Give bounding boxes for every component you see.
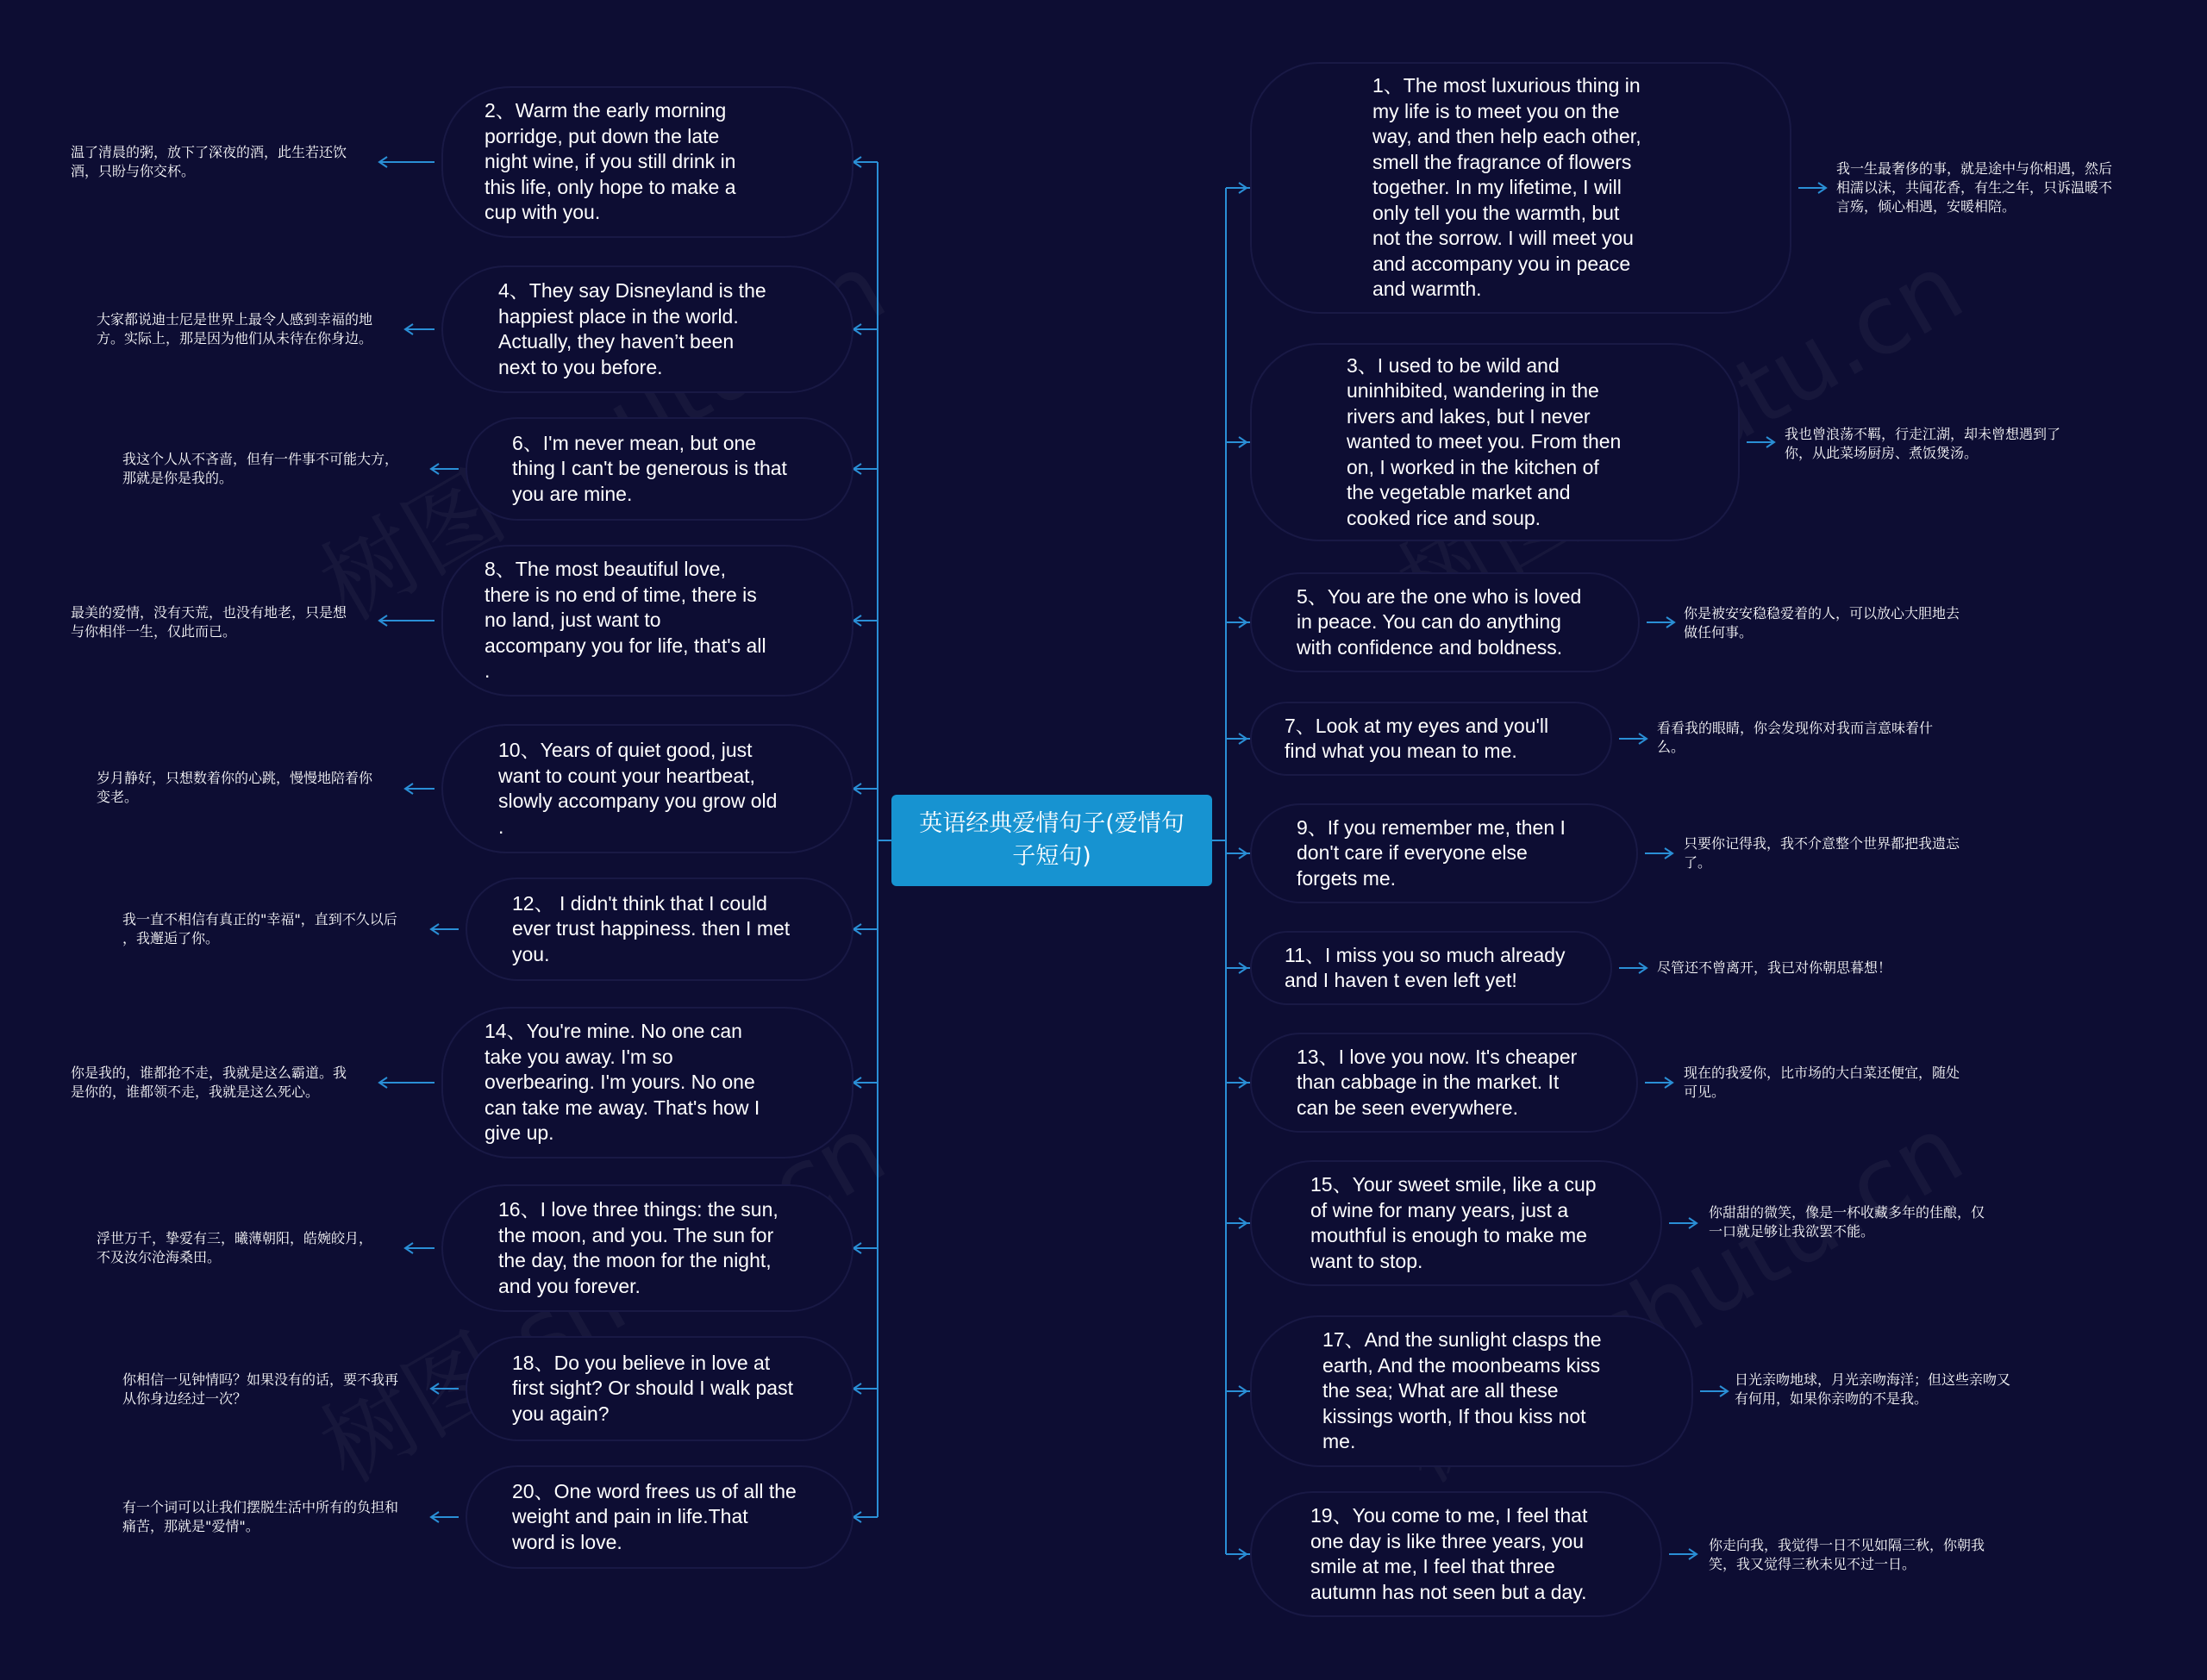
branch-node-left[interactable] — [441, 86, 853, 238]
branch-text: 20、One word frees us of all the weight and pain in life.That word is love. — [512, 1479, 797, 1553]
leaf-translation-right: 日光亲吻地球，月光亲吻海洋；但这些亲吻又 有何用，如果你亲吻的不是我。 — [1735, 1371, 2011, 1407]
leaf-translation-left: 有一个词可以让我们摆脱生活中所有的负担和 痛苦，那就是"爱情"。 — [122, 1499, 399, 1534]
branch-text: 10、Years of quiet good, just want to count your heartbeat, slowly accompany you grow old . — [498, 739, 778, 838]
branch-node-left[interactable] — [441, 545, 853, 696]
branch-text: 4、They say Disneyland is the happiest place in the world. Actually, they haven’t been next to you before. — [498, 279, 766, 378]
branch-node-right[interactable] — [1250, 1160, 1662, 1286]
leaf-translation-right: 你是被安安稳稳爱着的人，可以放心大胆地去 做任何事。 — [1684, 605, 1960, 640]
leaf-translation-left: 最美的爱情，没有天荒，也没有地老，只是想 与你相伴一生，仅此而已。 — [71, 604, 347, 640]
branch-text: 16、I love three things: the sun, the moon, and you. The sun for the day, the moon for the night, and you forever. — [498, 1198, 778, 1297]
central-topic[interactable] — [891, 795, 1212, 886]
leaf-translation-left: 你是我的，谁都抢不走，我就是这么霸道。我 是你的，谁都领不走，我就是这么死心。 — [71, 1065, 347, 1100]
branch-node-left[interactable] — [466, 417, 853, 521]
branch-node-right[interactable] — [1250, 803, 1638, 903]
leaf-translation-right: 我也曾浪荡不羁，行走江湖，却未曾想遇到了 你，从此菜场厨房、煮饭煲汤。 — [1785, 426, 2061, 461]
leaf-translation-right: 尽管还不曾离开，我已对你朝思暮想！ — [1657, 959, 1892, 976]
branch-text: 12、 I didn't think that I could ever trust happiness. then I met you. — [512, 891, 791, 965]
branch-text: 8、The most beautiful love, there is no end of time, there is no land, just want to accompany you for life, that's all . — [485, 558, 766, 683]
branch-node-right[interactable] — [1250, 572, 1640, 672]
branch-text: 14、You're mine. No one can take you away. I'm so overbearing. I'm yours. No one can take me away. That's how I give up. — [485, 1020, 760, 1145]
leaf-translation-right: 我一生最奢侈的事，就是途中与你相遇，然后 相濡以沫，共闻花香，有生之年，只诉温暖不 言殇，倾心相遇，安暖相陪。 — [1836, 160, 2113, 215]
branch-node-right[interactable] — [1250, 1315, 1693, 1467]
branch-text: 2、Warm the early morning porridge, put down the late night wine, if you still drink in this life, only hope to make a cup with you. — [485, 99, 736, 224]
branch-node-right[interactable] — [1250, 343, 1740, 541]
branch-node-right[interactable] — [1250, 62, 1791, 314]
leaf-translation-left: 大家都说迪士尼是世界上最令人感到幸福的地 方。实际上，那是因为他们从未待在你身边。 — [97, 311, 373, 347]
leaf-translation-right: 现在的我爱你，比市场的大白菜还便宜，随处 可见。 — [1684, 1065, 1960, 1100]
branch-text: 9、If you remember me, then I don't care if everyone else forgets me. — [1297, 815, 1566, 890]
branch-text: 17、And the sunlight clasps the earth, And the moonbeams kiss the sea; What are all these kissings worth, If thou kiss not me. — [1322, 1328, 1602, 1453]
branch-node-right[interactable] — [1250, 1491, 1662, 1617]
branch-text: 11、I miss you so much already and I haven t even left yet! — [1285, 943, 1566, 991]
leaf-translation-left: 浮世万千，挚爱有三，曦薄朝阳，皓婉皎月， 不及汝尔沧海桑田。 — [97, 1230, 373, 1265]
leaf-translation-right: 只要你记得我，我不介意整个世界都把我遗忘 了。 — [1684, 835, 1960, 871]
leaf-translation-left: 岁月静好，只想数着你的心跳，慢慢地陪着你 变老。 — [97, 770, 373, 805]
branch-node-left[interactable] — [466, 1465, 853, 1569]
branch-text: 6、I'm never mean, but one thing I can't be generous is that you are mine. — [512, 431, 787, 505]
branch-node-left[interactable] — [466, 1336, 853, 1441]
branch-node-left[interactable] — [466, 877, 853, 981]
branch-text: 1、The most luxurious thing in my life is to meet you on the way, and then help each other, smell the fragrance of flowers together. In my lifetime, I will only tell you the warmth, but not the sorrow. I will meet you and accompany you in peace and warmth. — [1372, 74, 1641, 301]
branch-node-left[interactable] — [441, 724, 853, 853]
branch-node-right[interactable] — [1250, 931, 1612, 1005]
branch-text: 7、Look at my eyes and you'll find what you mean to me. — [1285, 714, 1549, 762]
leaf-translation-right: 看看我的眼睛，你会发现你对我而言意味着什 么。 — [1657, 720, 1934, 755]
branch-text: 18、Do you believe in love at first sight? Or should I walk past you again? — [512, 1351, 793, 1425]
leaf-translation-right: 你走向我，我觉得一日不见如隔三秋，你朝我 笑，我又觉得三秋未见不过一日。 — [1709, 1537, 1985, 1572]
branch-node-right[interactable] — [1250, 702, 1612, 776]
branch-text: 13、I love you now. It's cheaper than cabbage in the market. It can be seen everywhere. — [1297, 1045, 1578, 1119]
leaf-translation-right: 你甜甜的微笑，像是一杯收藏多年的佳酿，仅 一口就足够让我欲罢不能。 — [1709, 1204, 1985, 1240]
leaf-translation-left: 我一直不相信有真正的"幸福"，直到不久以后 ，我邂逅了你。 — [122, 911, 397, 946]
leaf-translation-left: 温了清晨的粥，放下了深夜的酒，此生若还饮 酒，只盼与你交杯。 — [71, 144, 347, 179]
leaf-translation-left: 我这个人从不吝啬，但有一件事不可能大方， 那就是你是我的。 — [122, 451, 399, 486]
branch-text: 15、Your sweet smile, like a cup of wine for many years, just a mouthful is enough to make me want to stop. — [1310, 1173, 1597, 1272]
branch-node-left[interactable] — [441, 1007, 853, 1159]
branch-text: 19、You come to me, I feel that one day is like three years, you smile at me, I feel that three autumn has not seen but a day. — [1310, 1504, 1588, 1603]
central-topic-label: 英语经典爱情句子(爱情句 子短句) — [919, 810, 1185, 870]
branch-node-left[interactable] — [441, 265, 853, 393]
branch-node-left[interactable] — [441, 1184, 853, 1312]
leaf-translation-left: 你相信一见钟情吗？如果没有的话，要不我再 从你身边经过一次？ — [122, 1371, 399, 1407]
branch-text: 5、You are the one who is loved in peace. You can do anything with confidence and boldness. — [1297, 584, 1582, 659]
branch-node-right[interactable] — [1250, 1033, 1638, 1133]
branch-text: 3、I used to be wild and uninhibited, wandering in the rivers and lakes, but I never wanted to meet you. From then on, I worked in the kitchen of the vegetable market and cooked rice and soup. — [1347, 353, 1622, 529]
